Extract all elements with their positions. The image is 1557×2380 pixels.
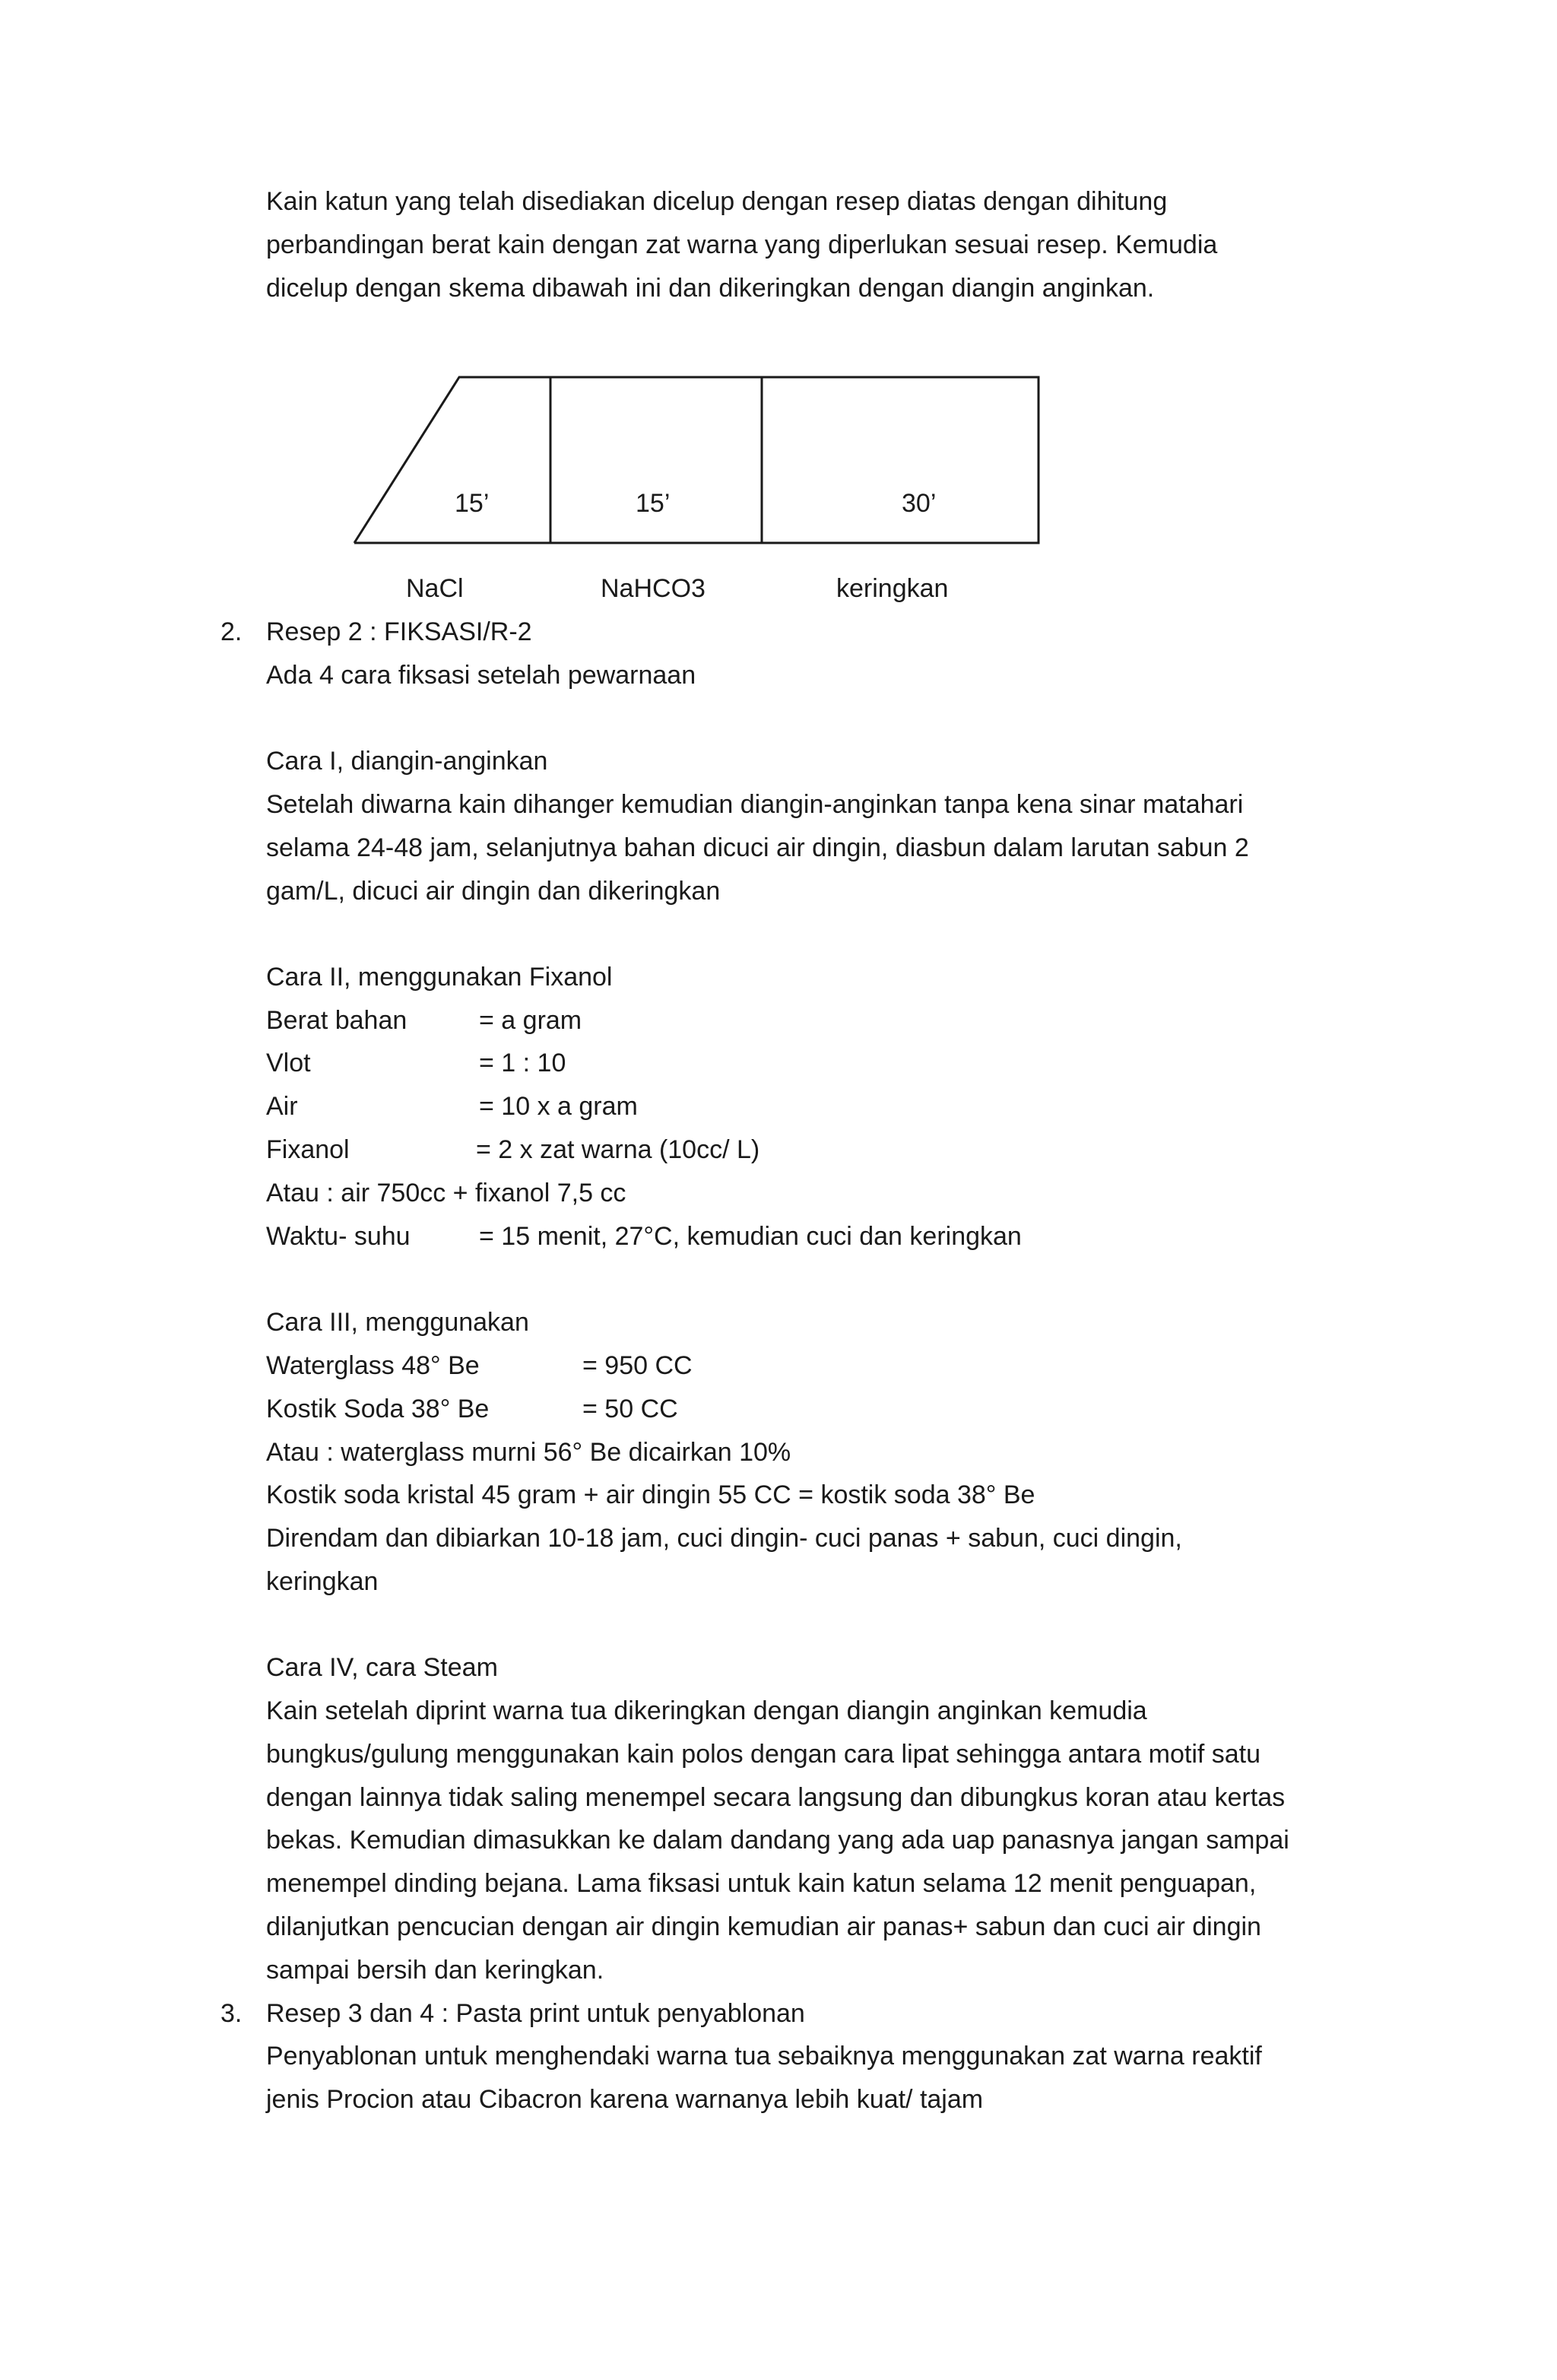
cara3-line-2: Kostik soda kristal 45 gram + air dingin 55 CC = kostik soda 38° Be (266, 1480, 1035, 1509)
cara3-value-kostik: = 50 CC (582, 1395, 678, 1423)
cara3-label-kostik: Kostik Soda 38° Be (266, 1395, 490, 1423)
item2-title: Resep 2 : FIKSASI/R-2 (266, 617, 532, 646)
cara4-line-5: menempel dinding bejana. Lama fiksasi untuk kain katun selama 12 menit penguapan, (266, 1869, 1257, 1898)
cara3-value-waterglass: = 950 CC (582, 1351, 693, 1380)
cara3-line-1: Atau : waterglass murni 56° Be dicairkan 10% (266, 1438, 791, 1467)
cara2-label-air: Air (266, 1092, 298, 1121)
cara4-line-2: bungkus/gulung menggunakan kain polos dengan cara lipat sehingga antara motif satu (266, 1740, 1261, 1769)
cara3-line-4: keringkan (266, 1567, 379, 1596)
cara2-alt: Atau : air 750cc + fixanol 7,5 cc (266, 1179, 626, 1207)
intro-line-2: perbandingan berat kain dengan zat warna yang diperlukan sesuai resep. Kemudia (266, 230, 1218, 259)
cara1-line-3: gam/L, dicuci air dingin dan dikeringkan (266, 877, 721, 906)
cara2-heading: Cara II, menggunakan Fixanol (266, 963, 613, 992)
cara4-heading: Cara IV, cara Steam (266, 1653, 498, 1682)
cara2-label-vlot: Vlot (266, 1049, 311, 1077)
cara2-label-fixanol: Fixanol (266, 1135, 350, 1164)
cara1-line-2: selama 24-48 jam, selanjutnya bahan dicuci air dingin, diasbun dalam larutan sabun 2 (266, 833, 1249, 862)
cara2-value-waktu: = 15 menit, 27°C, kemudian cuci dan keringkan (479, 1222, 1022, 1251)
item3-title: Resep 3 dan 4 : Pasta print untuk penyablonan (266, 1999, 805, 2028)
cara2-value-air: = 10 x a gram (479, 1092, 638, 1121)
diagram-step-2: NaHCO3 (601, 574, 706, 603)
diagram-step-3: keringkan (836, 574, 949, 603)
list-number-3: 3. (220, 1999, 243, 2028)
list-number-2: 2. (220, 617, 243, 646)
cara1-heading: Cara I, diangin-anginkan (266, 747, 548, 776)
cara4-line-3: dengan lainnya tidak saling menempel secara langsung dan dibungkus koran atau kertas (266, 1783, 1286, 1812)
item3-line-2: jenis Procion atau Cibacron karena warnanya lebih kuat/ tajam (266, 2085, 984, 2114)
diagram-duration-1: 15’ (455, 489, 490, 518)
cara3-line-3: Direndam dan dibiarkan 10-18 jam, cuci dingin- cuci panas + sabun, cuci dingin, (266, 1524, 1182, 1553)
diagram-step-1: NaCl (406, 574, 464, 603)
cara3-label-waterglass: Waterglass 48° Be (266, 1351, 480, 1380)
item3-line-1: Penyablonan untuk menghendaki warna tua sebaiknya menggunakan zat warna reaktif (266, 2042, 1262, 2071)
cara2-value-vlot: = 1 : 10 (479, 1049, 566, 1077)
cara4-line-4: bekas. Kemudian dimasukkan ke dalam dandang yang ada uap panasnya jangan sampai (266, 1826, 1289, 1855)
cara3-heading: Cara III, menggunakan (266, 1308, 529, 1337)
cara4-line-6: dilanjutkan pencucian dengan air dingin kemudian air panas+ sabun dan cuci air dingin (266, 1912, 1261, 1941)
intro-line-3: dicelup dengan skema dibawah ini dan dikeringkan dengan diangin anginkan. (266, 274, 1155, 303)
diagram-duration-3: 30’ (902, 489, 937, 518)
cara4-line-1: Kain setelah diprint warna tua dikeringkan dengan diangin anginkan kemudia (266, 1696, 1147, 1725)
diagram-duration-2: 15’ (636, 489, 671, 518)
cara2-label-waktu: Waktu- suhu (266, 1222, 411, 1251)
cara2-value-fixanol: = 2 x zat warna (10cc/ L) (476, 1135, 760, 1164)
intro-line-1: Kain katun yang telah disediakan dicelup dengan resep diatas dengan dihitung (266, 187, 1168, 216)
cara1-line-1: Setelah diwarna kain dihanger kemudian diangin-anginkan tanpa kena sinar matahari (266, 790, 1244, 819)
cara4-line-7: sampai bersih dan keringkan. (266, 1956, 604, 1985)
item2-subtitle: Ada 4 cara fiksasi setelah pewarnaan (266, 661, 696, 690)
cara2-label-berat: Berat bahan (266, 1006, 407, 1035)
cara2-value-berat: = a gram (479, 1006, 582, 1035)
